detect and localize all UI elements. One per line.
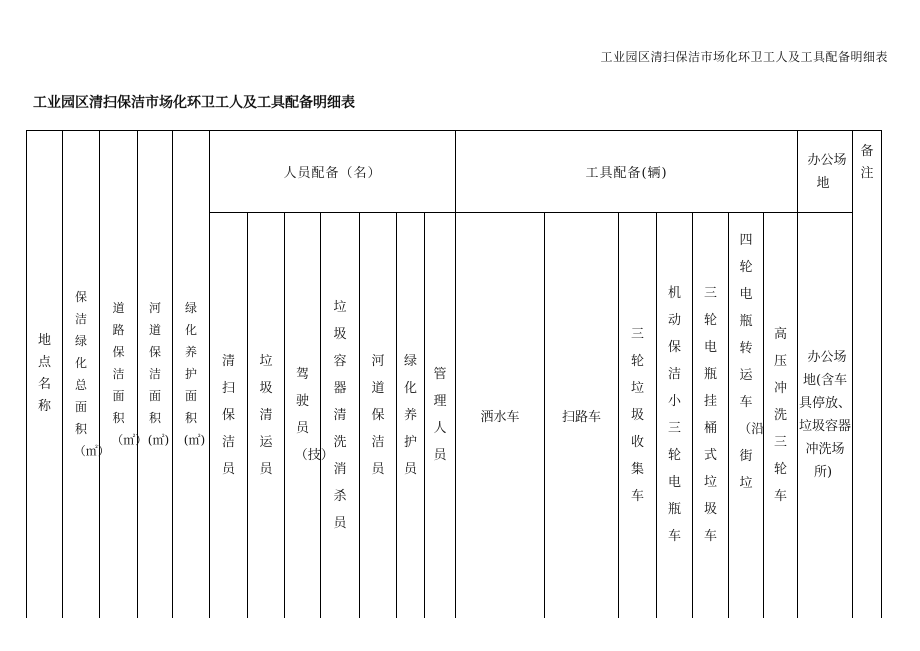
staffing-table [26,130,882,618]
header-remarks: 备注 [853,131,882,618]
document-title: 工业园区清扫保洁市场化环卫工人及工具配备明细表 [33,95,355,111]
header-green-area: 绿化养护面积(㎡) [173,131,210,618]
tool-bucket-garbage-tricycle: 三轮电瓶挂桶式垃圾车 [693,213,729,618]
header-staff-group: 人员配备（名） [210,131,456,213]
tool-sweeper-truck: 扫路车 [545,213,619,618]
tool-three-wheel-collector: 三轮垃圾收集车 [619,213,657,618]
staff-cleaner: 清扫保洁员 [210,213,248,618]
tool-small-electric-tricycle: 机动保洁小三轮电瓶车 [657,213,693,618]
header-location: 地点名称 [27,131,63,618]
tool-sprinkler-truck: 洒水车 [456,213,545,618]
running-header: 工业园区清扫保洁市场化环卫工人及工具配备明细表 [600,50,888,64]
staff-driver: 驾驶员（技） [285,213,321,618]
staff-garbage-transport: 垃圾清运员 [248,213,285,618]
staff-greening: 绿化养护员 [397,213,425,618]
header-tools-group: 工具配备(辆) [456,131,798,213]
header-river-area: 河道保洁面积(㎡) [138,131,173,618]
staff-river-cleaner: 河道保洁员 [360,213,397,618]
staff-management: 管理人员 [425,213,456,618]
tool-high-pressure-washer: 高压冲洗三轮车 [764,213,798,618]
header-total-area: 保洁绿化总面积（㎡） [63,131,100,618]
office-detail: 办公场地(含车具停放、垃圾容器冲洗场所) [798,213,853,618]
staff-container-cleaner: 垃圾容器清洗消杀员 [321,213,360,618]
header-road-area: 道路保洁面积（㎡） [100,131,138,618]
header-office-group: 办公场地 [798,131,853,213]
tool-four-wheel-transfer: 四轮电瓶转运车（沿街垃 [729,213,764,618]
